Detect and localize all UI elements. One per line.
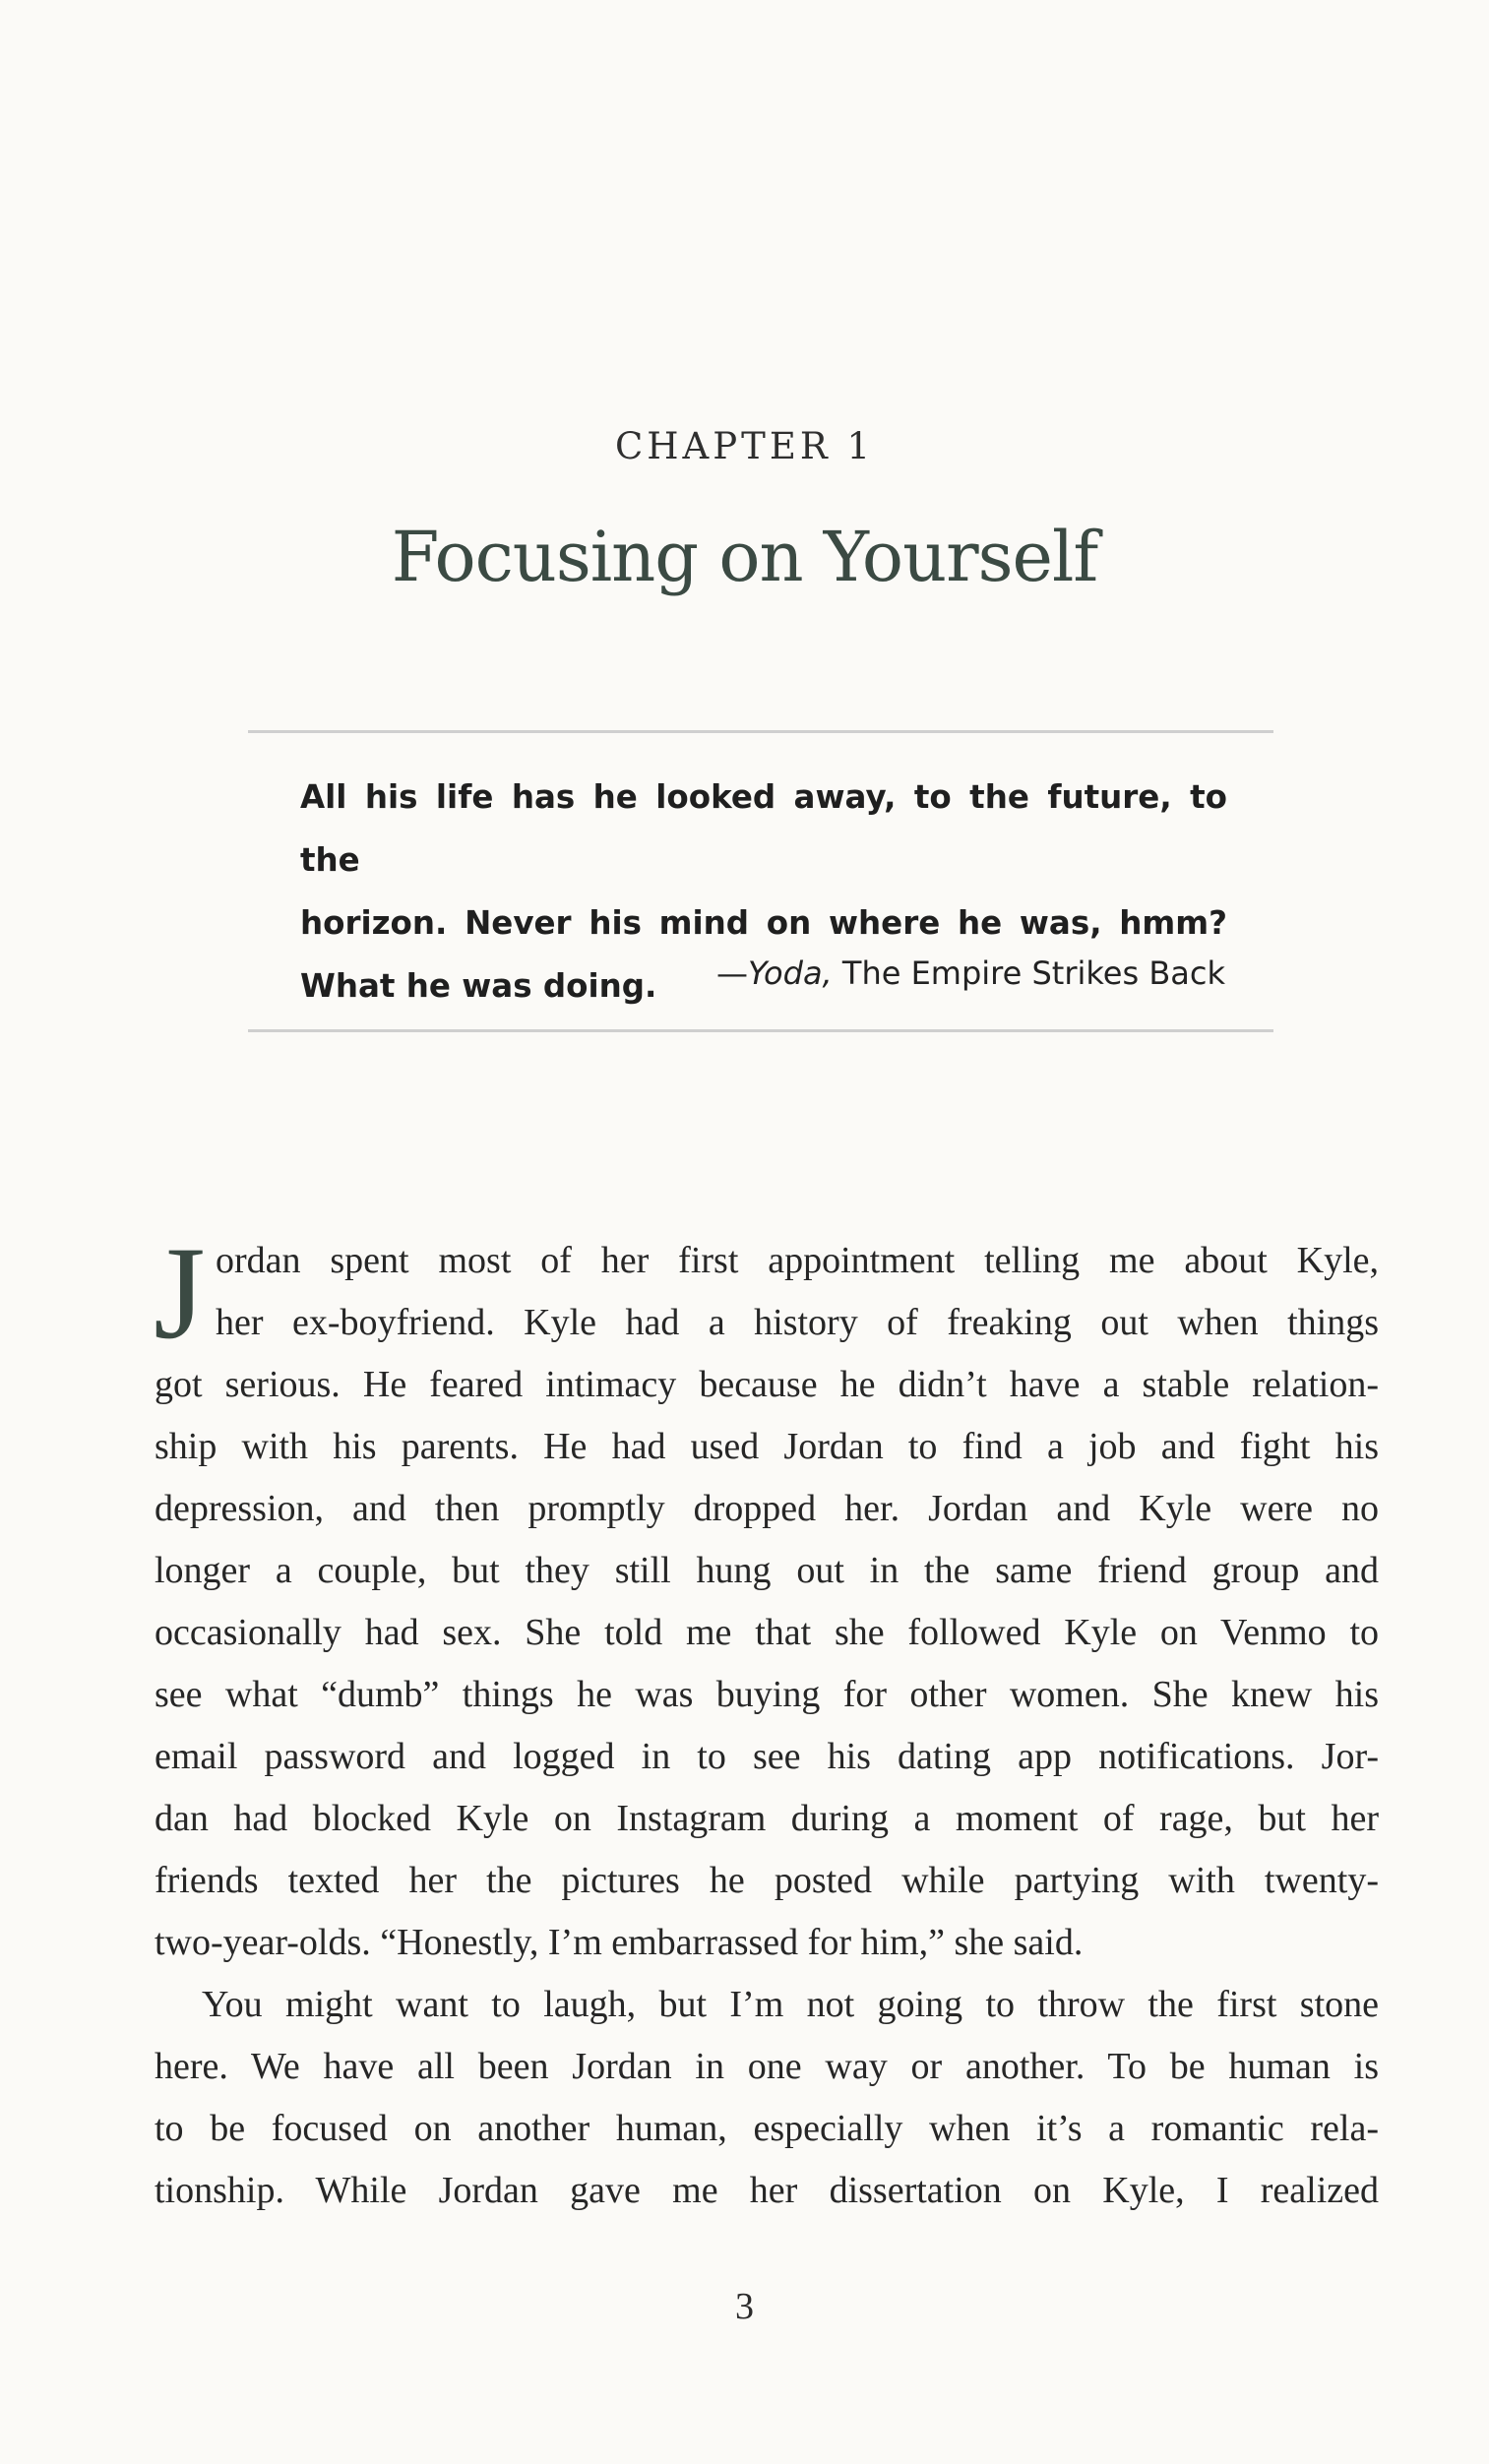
attribution-source: The Empire Strikes Back [832, 955, 1225, 992]
body-line: her ex-boyfriend. Kyle had a history of freaking out when things [216, 1302, 1379, 1343]
body-line: see what “dumb” things he was buying for other women. She knew his [155, 1674, 1379, 1715]
epigraph-bottom-rule [248, 1029, 1273, 1032]
body-line: two-year-olds. “Honestly, I’m embarrassed for him,” she said. [155, 1922, 1084, 1963]
epigraph-line: horizon. Never his mind on where he was, hmm? [300, 904, 1227, 942]
body-line: got serious. He feared intimacy because he didn’t have a stable relation- [155, 1364, 1379, 1405]
body-line: occasionally had sex. She told me that she followed Kyle on Venmo to [155, 1612, 1379, 1653]
body-line: ordan spent most of her first appointment telling me about Kyle, [216, 1240, 1379, 1281]
epigraph-line: What he was doing. [300, 967, 657, 1005]
body-line: friends texted her the pictures he posted while partying with twenty- [155, 1860, 1379, 1901]
body-text [154, 1220, 1379, 2222]
body-line: dan had blocked Kyle on Instagram during a moment of rage, but her [155, 1798, 1379, 1839]
body-line: to be focused on another human, especially when it’s a romantic rela- [155, 2108, 1379, 2149]
body-line: tionship. While Jordan gave me her dissertation on Kyle, I realized [155, 2170, 1379, 2211]
drop-cap: J [154, 1220, 206, 1367]
body-line: email password and logged in to see his dating app notifications. Jor- [155, 1736, 1379, 1777]
body-line: You might want to laugh, but I’m not going to throw the first stone [202, 1984, 1379, 2025]
epigraph-line: All his life has he looked away, to the future, to the [300, 778, 1227, 879]
epigraph-attribution [716, 955, 1225, 992]
body-line: here. We have all been Jordan in one way or another. To be human is [155, 2046, 1379, 2087]
body-line: longer a couple, but they still hung out in the same friend group and [155, 1550, 1379, 1591]
attribution-dash: — [716, 955, 749, 992]
chapter-label: CHAPTER 1 [614, 425, 875, 467]
chapter-title: Focusing on Yourself [391, 517, 1098, 597]
body-line: ship with his parents. He had used Jordan to find a job and fight his [155, 1426, 1379, 1467]
page-number: 3 [735, 2286, 754, 2327]
attribution-speaker: Yoda, [748, 955, 833, 992]
epigraph-top-rule [248, 730, 1273, 733]
body-line: depression, and then promptly dropped her. Jordan and Kyle were no [155, 1488, 1379, 1529]
